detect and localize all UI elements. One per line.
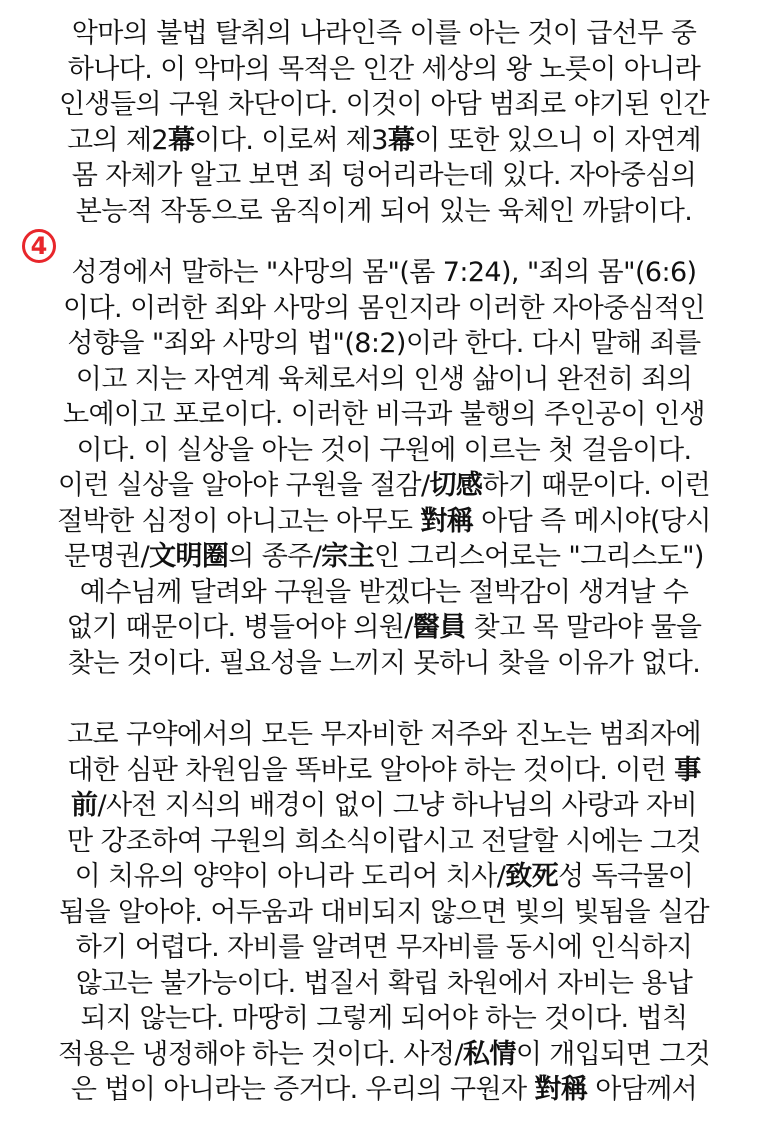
text-line: 예수님께 달려와 구원을 받겠다는 절박감이 생겨날 수 bbox=[79, 576, 689, 608]
text-line: 적용은 냉정해야 하는 것이다. 사정/私情이 개입되면 그것 bbox=[57, 1038, 711, 1070]
hanja-term: 私情 bbox=[463, 1038, 516, 1070]
text-line: 대한 심판 차원임을 똑바로 알아야 하는 것이다. 이런 事 bbox=[67, 754, 701, 786]
text-line: 이런 실상을 알아야 구원을 절감/切感하기 때문이다. 이런 bbox=[57, 470, 711, 501]
hanja-term: 致死 bbox=[505, 861, 559, 892]
hanja-term: 宗主 bbox=[321, 541, 375, 572]
paragraph-gap bbox=[16, 681, 752, 717]
hanja-term: 幕 bbox=[387, 124, 415, 156]
text-line: 됨을 알아야. 어두움과 대비되지 않으면 빛의 빛됨을 실감 bbox=[59, 896, 709, 928]
text-line: 이다. 이러한 죄와 사망의 몸인지라 이러한 자아중심적인 bbox=[63, 292, 705, 324]
hanja-term: 對稱 bbox=[534, 1074, 588, 1105]
hanja-term: 切感 bbox=[429, 470, 483, 501]
hanja-term: 事 bbox=[674, 754, 701, 786]
text-line: 은 법이 아니라는 증거다. 우리의 구원자 對稱 아담께서 bbox=[70, 1074, 698, 1105]
text-line: 前/사전 지식의 배경이 없이 그냥 하나님의 사랑과 자비 bbox=[71, 790, 697, 821]
hanja-term: 對稱 bbox=[420, 505, 474, 537]
circled-number-marker: 4 bbox=[22, 229, 56, 263]
text-line: 만 강조하여 구원의 희소식이랍시고 전달할 시에는 그것 bbox=[67, 825, 701, 857]
hanja-term: 文明圈 bbox=[149, 541, 229, 572]
text-line: 문명권/文明圈의 종주/宗主인 그리스어로는 "그리스도") bbox=[64, 541, 704, 572]
text-line: 본능적 작동으로 움직이게 되어 있는 육체인 까닭이다. bbox=[75, 195, 693, 227]
paragraph-3 bbox=[16, 717, 752, 1108]
text-line: 찾는 것이다. 필요성을 느끼지 못하니 찾을 이유가 없다. bbox=[67, 647, 701, 679]
text-line: 없기 때문이다. 병들어야 의원/醫員 찾고 목 말라야 물을 bbox=[66, 612, 702, 643]
text-line: 절박한 심정이 아니고는 아무도 對稱 아담 즉 메시야(당시 bbox=[57, 505, 711, 537]
text-line: 고로 구약에서의 모든 무자비한 저주와 진노는 범죄자에 bbox=[67, 719, 701, 750]
hanja-term: 醫員 bbox=[412, 612, 466, 643]
text-line: 몸 자체가 알고 보면 죄 덩어리라는데 있다. 자아중심의 bbox=[71, 160, 697, 191]
text-line: 노예이고 포로이다. 이러한 비극과 불행의 주인공이 인생 bbox=[63, 399, 705, 430]
hanja-term: 前 bbox=[71, 790, 98, 821]
text-line: 되지 않는다. 마땅히 그렇게 되어야 하는 것이다. 법칙 bbox=[80, 1003, 688, 1034]
text-line: 악마의 불법 탈취의 나라인즉 이를 아는 것이 급선무 중 bbox=[71, 18, 697, 49]
text-line: 인생들의 구원 차단이다. 이것이 아담 범죄로 야기된 인간 bbox=[59, 89, 709, 120]
text-line: 성향을 "죄와 사망의 법"(8:2)이라 한다. 다시 말해 죄를 bbox=[67, 328, 701, 359]
text-line: 이다. 이 실상을 아는 것이 구원에 이르는 첫 걸음이다. bbox=[76, 434, 692, 466]
text-line: 이 치유의 양약이 아니라 도리어 치사/致死성 독극물이 bbox=[74, 861, 694, 892]
text-line: 하나다. 이 악마의 목적은 인간 세상의 왕 노릇이 아니라 bbox=[67, 53, 701, 85]
text-line: 이고 지는 자연계 육체로서의 인생 삶이니 완전히 죄의 bbox=[75, 363, 693, 395]
hanja-term: 幕 bbox=[168, 124, 195, 156]
text-line: 성경에서 말하는 "사망의 몸"(롬 7:24), "죄의 몸"(6:6) bbox=[71, 257, 697, 288]
text-line: 고의 제2幕이다. 이로써 제3幕이 또한 있으니 이 자연계 bbox=[67, 124, 701, 156]
text-line: 않고는 불가능이다. 법질서 확립 차원에서 자비는 용납 bbox=[75, 967, 693, 999]
text-line: 하기 어렵다. 자비를 알려면 무자비를 동시에 인식하지 bbox=[75, 932, 693, 963]
paragraph-2 bbox=[16, 255, 752, 681]
paragraph-1 bbox=[16, 16, 752, 229]
section-marker-row bbox=[16, 229, 752, 269]
